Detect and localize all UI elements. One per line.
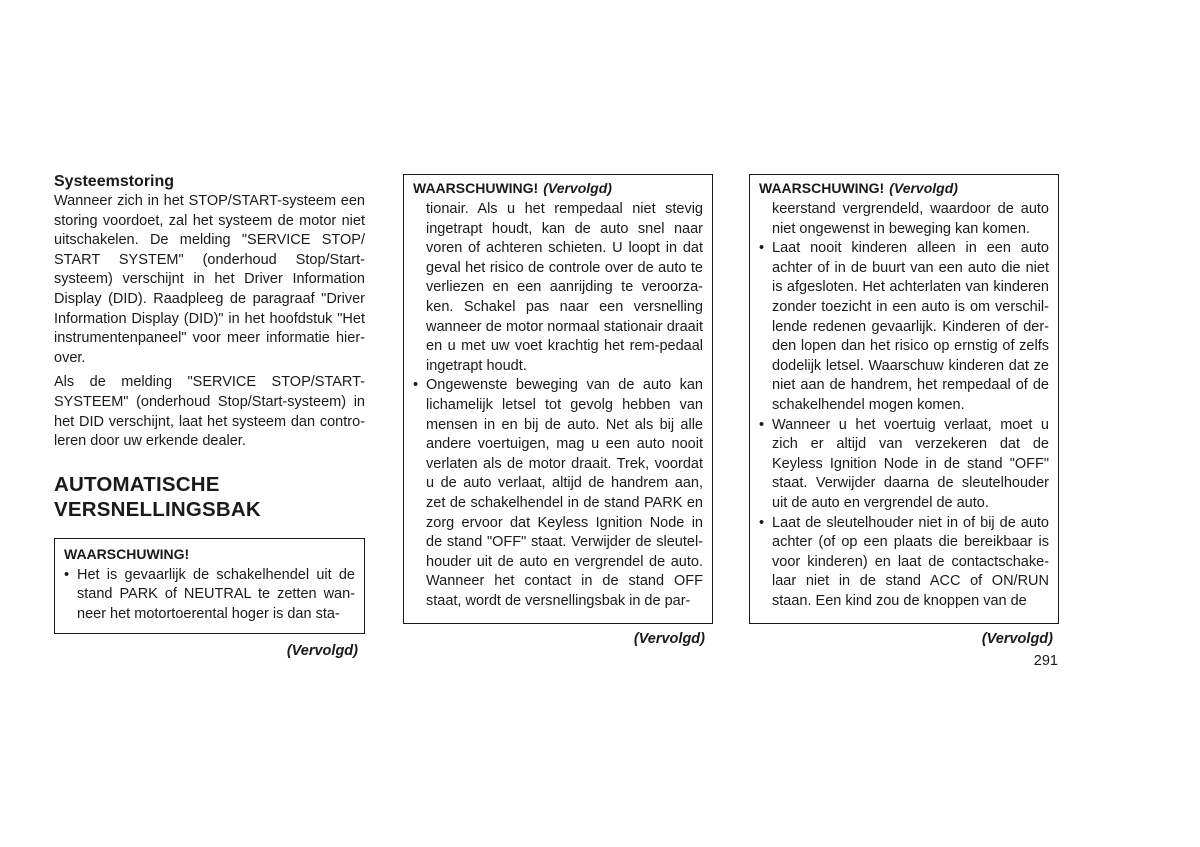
warning-box-continued xyxy=(403,174,713,624)
bullet-icon: • xyxy=(759,416,765,433)
warning-heading-text: WAARSCHUWING! xyxy=(413,180,539,196)
warning-heading-text: WAARSCHUWING! xyxy=(759,180,885,196)
warning-heading: WAARSCHUWING! xyxy=(64,545,190,562)
paragraph-service-message: Als de melding "SERVICE STOP/START-SYSTEEM" (onderhoud Stop/Start-systeem) in het DID verschijnt, laat het systeem dan contro-leren door uw erkende dealer. xyxy=(54,374,365,450)
continued-label: (Vervolgd) xyxy=(633,631,705,647)
bullet-icon: • xyxy=(413,377,419,394)
warning-box-continued xyxy=(749,174,1059,624)
continued-label: (Vervolgd) xyxy=(981,631,1053,647)
section-title xyxy=(54,472,365,522)
warning-bullet xyxy=(759,514,1049,612)
warning-heading xyxy=(759,179,1049,197)
warning-bullet-text: Wanneer u het voertuig verlaat, moet u zich er altijd van verzekeren dat de Keyless Ignition Node in de stand "OFF" staat. Verwijder daarna de sleutelhouder uit de auto en vergrendel de auto. xyxy=(772,416,1049,511)
bullet-icon: • xyxy=(759,514,765,531)
right-column xyxy=(749,174,1059,648)
warning-bullet xyxy=(64,566,355,625)
left-column xyxy=(54,172,365,660)
warning-bullet-text: Laat nooit kinderen alleen in een auto achter of in de buurt van een auto die niet is afgesloten. Het achterlaten van kinderen zonder toezicht in een auto is om verschil-lende redenen gevaarlijk. Kinderen of der-den lopen dan het risico op ernstig of zelfs dodelijk letsel. Waarschuw kinderen dat ze niet aan de handrem, het rempedaal of de schakelhendel mogen komen. xyxy=(772,240,1049,413)
paragraph-failure-info: Wanneer zich in het STOP/START-systeem een storing voordoet, zal het systeem de motor niet uitschakelen. De melding "SERVICE STOP/ START SYSTEM" (onderhoud Stop/Start-systeem) verschijnt in het Driver Information Display (DID). Raadpleeg de paragraaf "Driver Information Display (DID)" in het hoofdstuk "Het instrumentenpaneel" voor meer informatie hier-over. xyxy=(54,193,365,366)
warning-bullet xyxy=(759,239,1049,415)
warning-bullet-text: Laat de sleutelhouder niet in of bij de auto achter (of op een plaats die bereikbaar is voor kinderen) en laat de contactschake-laar niet in de stand ACC of ON/RUN staan. Een kind zou de knoppen van de xyxy=(772,514,1049,609)
warning-continuation-text: keerstand vergrendeld, waardoor de auto niet ongewenst in beweging kan komen. xyxy=(772,201,1049,237)
bullet-icon: • xyxy=(759,240,765,257)
warning-bullet xyxy=(759,416,1049,514)
warning-continuation-text: tionair. Als u het rempedaal niet stevig ingetrapt houdt, kan de auto snel naar voren of achteren schieten. U loopt in dat geval het risico de controle over de auto te verliezen en een aanrijding te veroorza-ken. Schakel pas naar een versnelling wanneer de motor normaal stationair draait en u met uw voet krachtig het rem-pedaal ingetrapt houdt. xyxy=(426,201,703,374)
warning-box xyxy=(54,538,365,634)
middle-column xyxy=(403,174,713,648)
warning-bullet xyxy=(413,376,703,611)
subheading-system-failure: Systeemstoring xyxy=(54,173,175,190)
section-title-line-2: VERSNELLINGSBAK xyxy=(54,497,261,521)
continued-label: (Vervolgd) xyxy=(286,642,358,659)
warning-heading xyxy=(413,179,703,197)
warning-bullet-text: Het is gevaarlijk de schakelhendel uit de stand PARK of NEUTRAL te zetten wan-neer het motortoerental hoger is dan sta- xyxy=(77,566,355,622)
warning-heading-continued: (Vervolgd) xyxy=(543,180,612,196)
warning-bullet-text: Ongewenste beweging van de auto kan lichamelijk letsel tot gevolg hebben van mensen in en bij de auto. Net als bij alle andere voertuigen, mag u een auto nooit verlaten als de motor draait. Trek, voordat u de auto verlaat, altijd de handrem aan, zet de schakelhendel in de stand PARK en zorg ervoor dat Keyless Ignition Node in de stand "OFF" staat. Verwijder de sleutel-houder uit de auto en vergrendel de auto. Wanneer het contact in de stand OFF staat, wordt de versnellingsbak in de par- xyxy=(426,377,703,609)
page-number: 291 xyxy=(1033,653,1058,669)
warning-heading-continued: (Vervolgd) xyxy=(889,180,958,196)
bullet-icon: • xyxy=(64,566,70,583)
section-title-line-1: AUTOMATISCHE xyxy=(54,472,220,496)
